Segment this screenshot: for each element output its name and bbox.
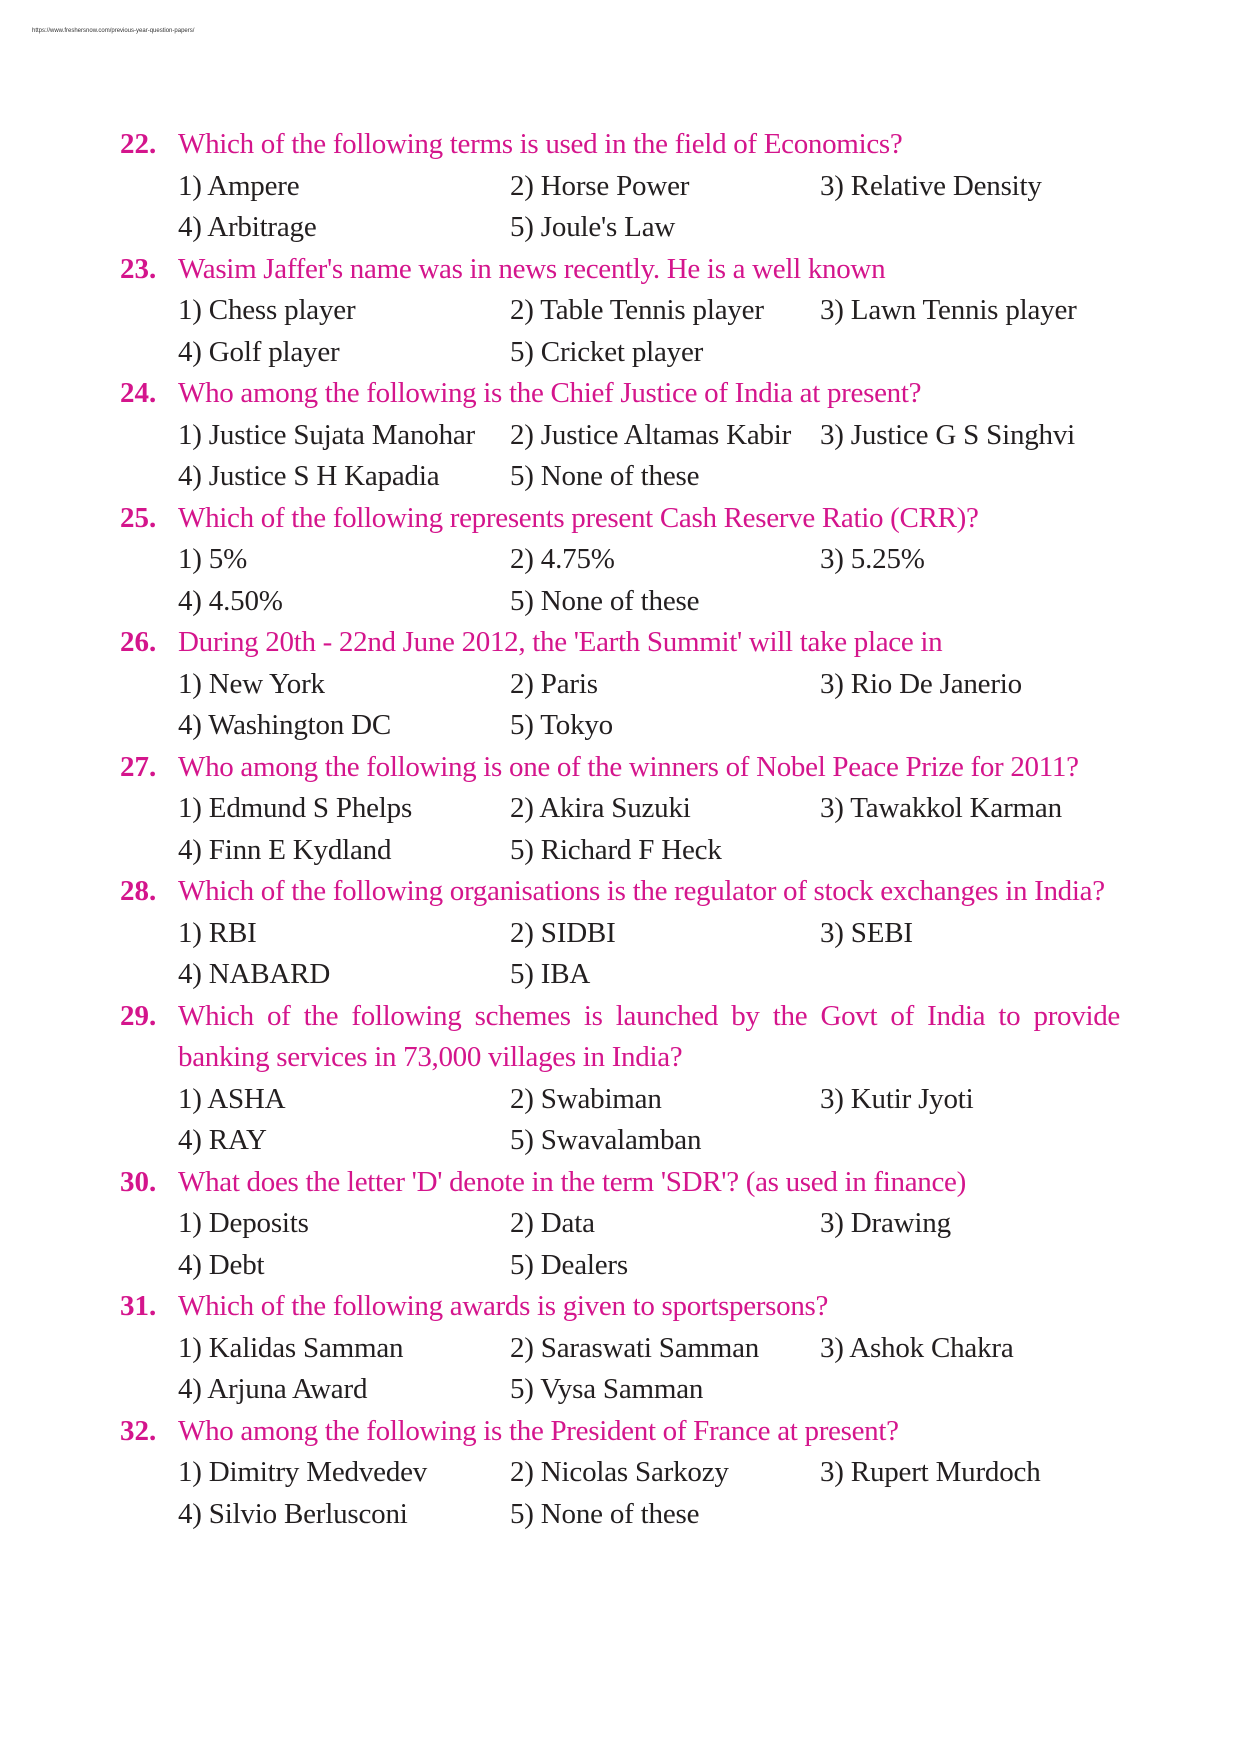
answer-option: 5) Dealers	[510, 1248, 628, 1281]
question-text: What does the letter 'D' denote in the term 'SDR'? (as used in finance)	[178, 1165, 966, 1198]
question-number: 27.	[120, 750, 157, 783]
answer-option: 2) SIDBI	[510, 916, 616, 949]
answer-option: 5) IBA	[510, 958, 591, 990]
question-header	[120, 747, 1120, 789]
option-row	[120, 332, 1120, 374]
question-number: 26.	[120, 626, 157, 658]
option-row	[120, 166, 1120, 208]
answer-option: 4) NABARD	[178, 958, 331, 990]
answer-option: 3) Relative Density	[820, 169, 1042, 202]
answer-option: 4) Silvio Berlusconi	[178, 1497, 408, 1530]
answer-option: 1) ASHA	[178, 1082, 286, 1115]
option-row	[120, 1079, 1120, 1121]
option-row	[120, 705, 1120, 747]
question-text: Which of the following schemes is launched by the Govt of India to provide banking services in 73,000 villages in India?	[178, 999, 1120, 1073]
option-row	[120, 207, 1120, 249]
question-item	[120, 124, 1120, 249]
answer-option: 5) Tokyo	[510, 709, 613, 741]
answer-option: 3) Rupert Murdoch	[820, 1456, 1041, 1488]
answer-option: 5) Joule's Law	[510, 211, 676, 243]
option-row	[120, 788, 1120, 830]
option-row	[120, 1369, 1120, 1411]
answer-option: 5) Vysa Samman	[510, 1373, 704, 1405]
question-text: Which of the following organisations is the regulator of stock exchanges in India?	[178, 875, 1105, 907]
answer-option: 1) RBI	[178, 916, 257, 949]
answer-option: 3) Drawing	[820, 1207, 951, 1239]
question-text: During 20th - 22nd June 2012, the 'Earth Summit' will take place in	[178, 626, 943, 658]
question-text: Who among the following is one of the winners of Nobel Peace Prize for 2011?	[178, 750, 1079, 783]
answer-option: 3) 5.25%	[820, 543, 925, 575]
answer-option: 5) Cricket player	[510, 335, 704, 368]
answer-option: 1) Deposits	[178, 1207, 309, 1239]
question-number: 30.	[120, 1165, 157, 1198]
option-row	[120, 456, 1120, 498]
answer-option: 4) Golf player	[178, 335, 340, 368]
answer-option: 2) Table Tennis player	[510, 294, 764, 326]
question-item	[120, 871, 1120, 996]
answer-option: 4) Justice S H Kapadia	[178, 460, 440, 492]
question-number: 24.	[120, 377, 157, 409]
question-item	[120, 373, 1120, 498]
answer-option: 2) Saraswati Samman	[510, 1331, 760, 1364]
option-row	[120, 1328, 1120, 1370]
answer-option: 4) Arbitrage	[178, 211, 317, 243]
question-list	[120, 124, 1120, 1535]
answer-option: 3) Lawn Tennis player	[820, 294, 1077, 326]
answer-option: 5) None of these	[510, 460, 700, 492]
answer-option: 3) Tawakkol Karman	[820, 792, 1062, 824]
answer-option: 3) Rio De Janerio	[820, 667, 1022, 700]
question-header	[120, 871, 1120, 913]
question-text: Which of the following terms is used in the field of Economics?	[178, 128, 903, 160]
answer-option: 1) Chess player	[178, 294, 356, 326]
answer-option: 5) Richard F Heck	[510, 833, 722, 866]
question-header	[120, 249, 1120, 291]
question-text: Who among the following is the Chief Justice of India at present?	[178, 377, 922, 409]
answer-option: 2) Data	[510, 1207, 595, 1239]
option-row	[120, 1452, 1120, 1494]
answer-option: 4) Arjuna Award	[178, 1373, 368, 1405]
answer-option: 2) Paris	[510, 667, 598, 700]
question-item	[120, 1411, 1120, 1536]
option-row	[120, 1203, 1120, 1245]
option-row	[120, 415, 1120, 457]
question-item	[120, 747, 1120, 872]
answer-option: 1) Kalidas Samman	[178, 1331, 404, 1364]
answer-option: 1) New York	[178, 667, 325, 700]
question-number: 22.	[120, 128, 157, 160]
question-header	[120, 996, 1120, 1079]
answer-option: 1) Edmund S Phelps	[178, 792, 413, 824]
answer-option: 5) None of these	[510, 1497, 700, 1530]
question-header	[120, 1162, 1120, 1204]
question-header	[120, 373, 1120, 415]
question-text: Which of the following represents present Cash Reserve Ratio (CRR)?	[178, 501, 979, 534]
answer-option: 2) Horse Power	[510, 169, 690, 202]
question-header	[120, 498, 1120, 540]
option-row	[120, 913, 1120, 955]
question-number: 25.	[120, 501, 157, 534]
question-item	[120, 1162, 1120, 1287]
answer-option: 3) SEBI	[820, 916, 913, 949]
question-item	[120, 996, 1120, 1162]
answer-option: 4) 4.50%	[178, 584, 283, 617]
option-row	[120, 1494, 1120, 1536]
option-row	[120, 664, 1120, 706]
question-number: 29.	[120, 999, 157, 1032]
answer-option: 2) 4.75%	[510, 543, 615, 575]
question-item	[120, 498, 1120, 623]
question-number: 32.	[120, 1414, 157, 1447]
answer-option: 1) Justice Sujata Manohar	[178, 418, 476, 451]
answer-option: 4) Washington DC	[178, 709, 392, 741]
question-text: Wasim Jaffer's name was in news recently. He is a well known	[178, 252, 886, 285]
source-url: https://www.freshersnow.com/previous-year-question-papers/	[32, 28, 195, 34]
answer-option: 3) Kutir Jyoti	[820, 1082, 974, 1115]
question-item	[120, 622, 1120, 747]
answer-option: 2) Nicolas Sarkozy	[510, 1456, 729, 1488]
answer-option: 1) Ampere	[178, 169, 300, 202]
answer-option: 4) RAY	[178, 1124, 267, 1156]
answer-option: 4) Finn E Kydland	[178, 833, 392, 866]
option-row	[120, 581, 1120, 623]
question-header	[120, 1286, 1120, 1328]
answer-option: 2) Swabiman	[510, 1082, 662, 1115]
option-row	[120, 830, 1120, 872]
option-row	[120, 1245, 1120, 1287]
answer-option: 5) None of these	[510, 584, 700, 617]
option-row	[120, 954, 1120, 996]
question-number: 31.	[120, 1290, 157, 1322]
answer-option: 1) 5%	[178, 543, 248, 575]
answer-option: 5) Swavalamban	[510, 1124, 702, 1156]
question-header	[120, 124, 1120, 166]
answer-option: 4) Debt	[178, 1248, 265, 1281]
answer-option: 3) Justice G S Singhvi	[820, 418, 1075, 451]
question-number: 23.	[120, 252, 157, 285]
question-item	[120, 1286, 1120, 1411]
answer-option: 2) Justice Altamas Kabir	[510, 418, 792, 451]
question-number: 28.	[120, 875, 157, 907]
answer-option: 2) Akira Suzuki	[510, 792, 691, 824]
option-row	[120, 290, 1120, 332]
option-row	[120, 539, 1120, 581]
option-row	[120, 1120, 1120, 1162]
answer-option: 1) Dimitry Medvedev	[178, 1456, 428, 1488]
question-header	[120, 1411, 1120, 1453]
question-text: Who among the following is the President of France at present?	[178, 1414, 899, 1447]
answer-option: 3) Ashok Chakra	[820, 1331, 1014, 1364]
question-header	[120, 622, 1120, 664]
question-item	[120, 249, 1120, 374]
question-text: Which of the following awards is given to sportspersons?	[178, 1290, 829, 1322]
